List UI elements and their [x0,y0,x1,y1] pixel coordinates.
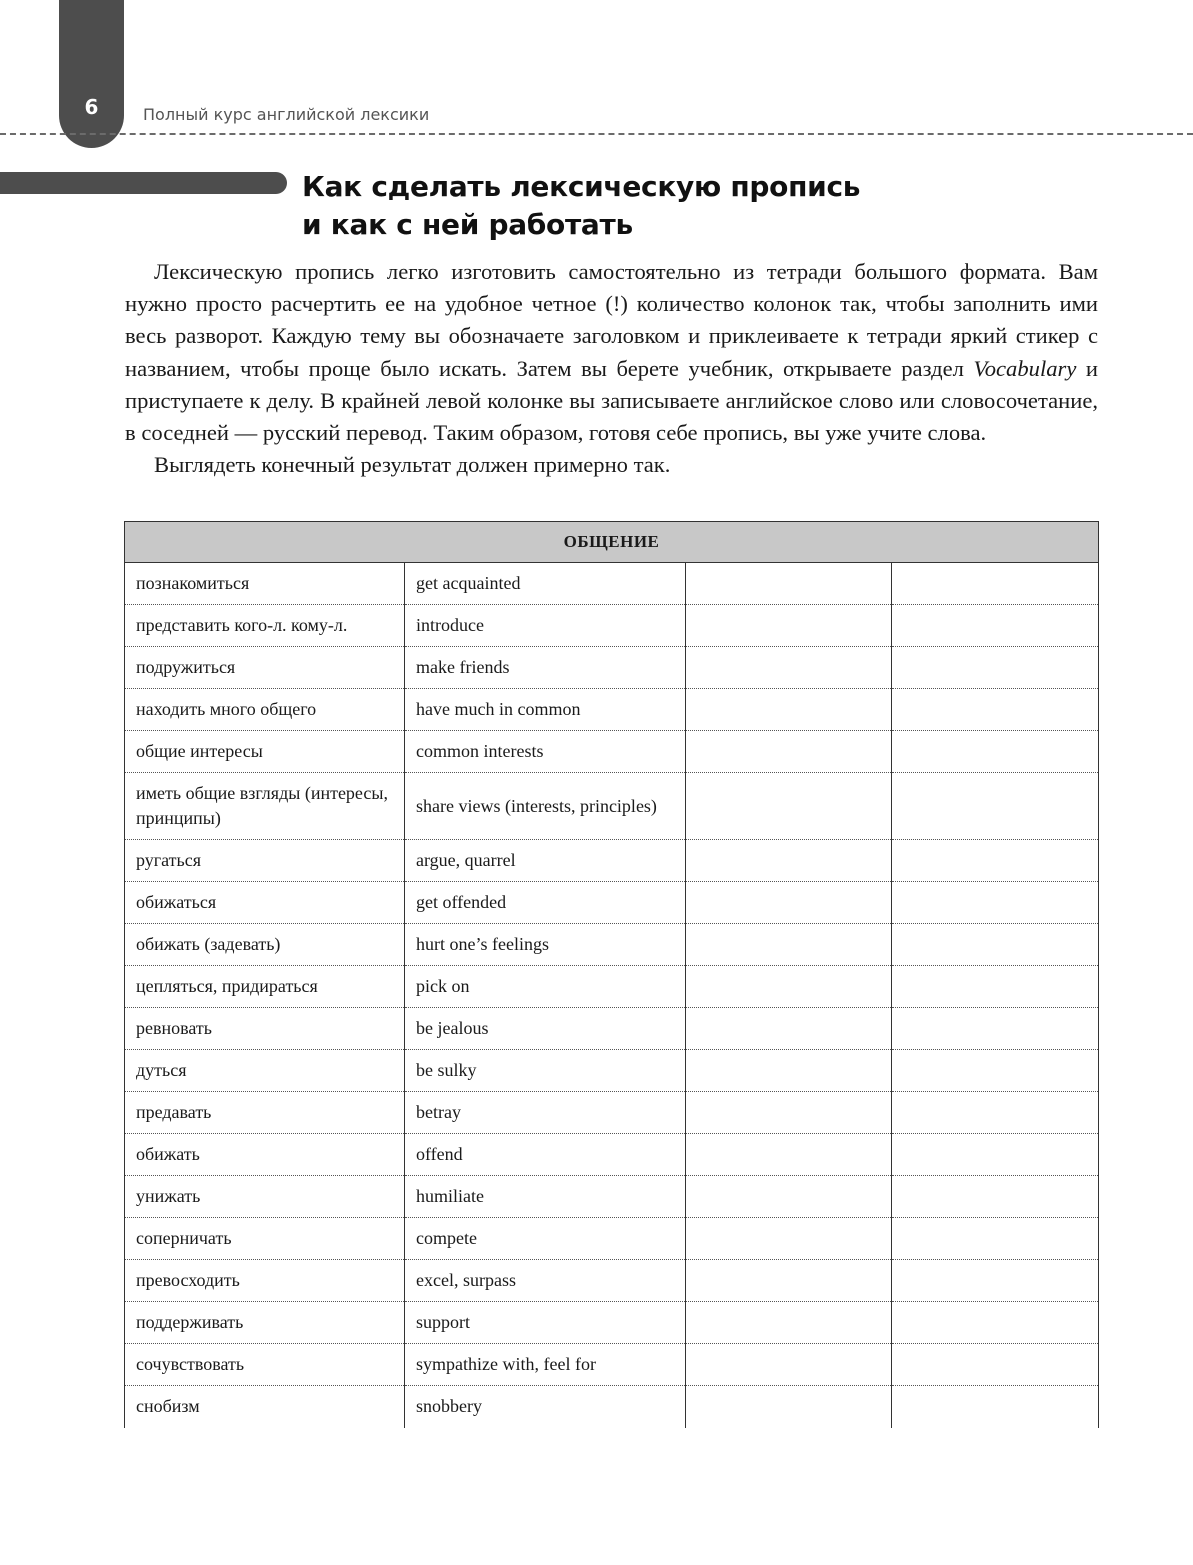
table-row [125,1218,1099,1260]
english-word-cell: be jealous [405,1008,686,1050]
english-word-cell: make friends [405,647,686,689]
empty-cell-4 [892,882,1099,924]
vocabulary-term: Vocabulary [973,355,1077,381]
empty-cell-3 [686,924,892,966]
page-number-tab [59,0,124,148]
table-row [125,731,1099,773]
empty-cell-3 [686,882,892,924]
paragraph-2: Выглядеть конечный результат должен примерно так. [154,452,671,478]
empty-cell-4 [892,1386,1099,1428]
empty-cell-4 [892,647,1099,689]
table-body [125,563,1099,1428]
english-word-cell: support [405,1302,686,1344]
empty-cell-4 [892,605,1099,647]
table-row [125,966,1099,1008]
table-row [125,647,1099,689]
empty-cell-3 [686,840,892,882]
section-title-bar [0,172,287,194]
empty-cell-3 [686,1092,892,1134]
english-word-cell: get offended [405,882,686,924]
empty-cell-3 [686,647,892,689]
russian-word-cell: обижать [125,1134,405,1176]
empty-cell-3 [686,1260,892,1302]
table-header-title: ОБЩЕНИЕ [125,522,1099,563]
table-row [125,689,1099,731]
empty-cell-3 [686,1302,892,1344]
empty-cell-4 [892,1092,1099,1134]
table-row [125,1008,1099,1050]
russian-word-cell: подружиться [125,647,405,689]
table-row [125,1092,1099,1134]
russian-word-cell: превосходить [125,1260,405,1302]
russian-word-cell: предавать [125,1092,405,1134]
english-word-cell: be sulky [405,1050,686,1092]
russian-word-cell: общие интересы [125,731,405,773]
empty-cell-3 [686,605,892,647]
empty-cell-4 [892,1344,1099,1386]
english-word-cell: sympathize with, feel for [405,1344,686,1386]
russian-word-cell: обижаться [125,882,405,924]
empty-cell-4 [892,563,1099,605]
body-text [125,256,1098,481]
table-row [125,1134,1099,1176]
table-row [125,1386,1099,1428]
table-row [125,1050,1099,1092]
section-title-line-1: Как сделать лексическую пропись [302,170,861,203]
russian-word-cell: обижать (задевать) [125,924,405,966]
table-header-row [125,522,1099,563]
russian-word-cell: соперничать [125,1218,405,1260]
table-row [125,840,1099,882]
empty-cell-4 [892,1302,1099,1344]
english-word-cell: betray [405,1092,686,1134]
empty-cell-3 [686,1008,892,1050]
empty-cell-3 [686,563,892,605]
russian-word-cell: познакомиться [125,563,405,605]
section-title-line-2: и как с ней работать [302,208,633,241]
english-word-cell: humiliate [405,1176,686,1218]
empty-cell-3 [686,1386,892,1428]
table-row [125,1260,1099,1302]
empty-cell-3 [686,966,892,1008]
running-title: Полный курс английской лексики [143,105,430,124]
empty-cell-4 [892,1176,1099,1218]
table-row [125,924,1099,966]
empty-cell-3 [686,1134,892,1176]
english-word-cell: common interests [405,731,686,773]
empty-cell-4 [892,773,1099,840]
russian-word-cell: снобизм [125,1386,405,1428]
english-word-cell: argue, quarrel [405,840,686,882]
empty-cell-4 [892,1050,1099,1092]
russian-word-cell: цепляться, придираться [125,966,405,1008]
page-number: 6 [84,95,99,119]
empty-cell-4 [892,731,1099,773]
russian-word-cell: поддерживать [125,1302,405,1344]
table-row [125,563,1099,605]
english-word-cell: snobbery [405,1386,686,1428]
paragraph-1-part-1: Лексическую пропись легко изготовить самостоятельно из тетради большого формата. Вам нужно просто расчертить ее на удобное четное (!) количество колонок так, чтобы заполнить ими весь разворот. Каждую тему вы обозначаете заголовком и приклеиваете к тетради яркий стикер с названием, чтобы проще было искать. Затем вы берете учебник, открываете раздел [125,259,1098,381]
table-row [125,605,1099,647]
empty-cell-3 [686,689,892,731]
empty-cell-4 [892,1134,1099,1176]
english-word-cell: get acquainted [405,563,686,605]
russian-word-cell: представить кого-л. кому-л. [125,605,405,647]
russian-word-cell: находить много общего [125,689,405,731]
english-word-cell: introduce [405,605,686,647]
english-word-cell: excel, surpass [405,1260,686,1302]
empty-cell-4 [892,1260,1099,1302]
english-word-cell: compete [405,1218,686,1260]
table-row [125,1176,1099,1218]
english-word-cell: have much in common [405,689,686,731]
empty-cell-3 [686,1344,892,1386]
russian-word-cell: ревновать [125,1008,405,1050]
empty-cell-3 [686,1176,892,1218]
russian-word-cell: сочувствовать [125,1344,405,1386]
paragraph-1 [125,256,1098,449]
english-word-cell: hurt one’s feelings [405,924,686,966]
empty-cell-4 [892,966,1099,1008]
section-title [302,168,860,244]
english-word-cell: pick on [405,966,686,1008]
russian-word-cell: ругаться [125,840,405,882]
empty-cell-3 [686,773,892,840]
empty-cell-4 [892,840,1099,882]
empty-cell-3 [686,1050,892,1092]
empty-cell-4 [892,1008,1099,1050]
empty-cell-4 [892,924,1099,966]
header-dashed-divider [0,133,1193,135]
english-word-cell: share views (interests, principles) [405,773,686,840]
russian-word-cell: иметь общие взгляды (интересы, принципы) [125,773,405,840]
paragraph-1-part-2: и приступаете к делу. В крайней левой колонке вы записываете английское слово или словосочетание, в соседней — русский перевод. Таким образом, готовя себе пропись, вы уже учите слова. [125,355,1098,446]
empty-cell-3 [686,731,892,773]
table-row [125,1302,1099,1344]
russian-word-cell: унижать [125,1176,405,1218]
table-row [125,1344,1099,1386]
empty-cell-3 [686,1218,892,1260]
russian-word-cell: дуться [125,1050,405,1092]
english-word-cell: offend [405,1134,686,1176]
table-row [125,882,1099,924]
table-row [125,773,1099,840]
empty-cell-4 [892,689,1099,731]
vocabulary-table [124,521,1099,1428]
empty-cell-4 [892,1218,1099,1260]
